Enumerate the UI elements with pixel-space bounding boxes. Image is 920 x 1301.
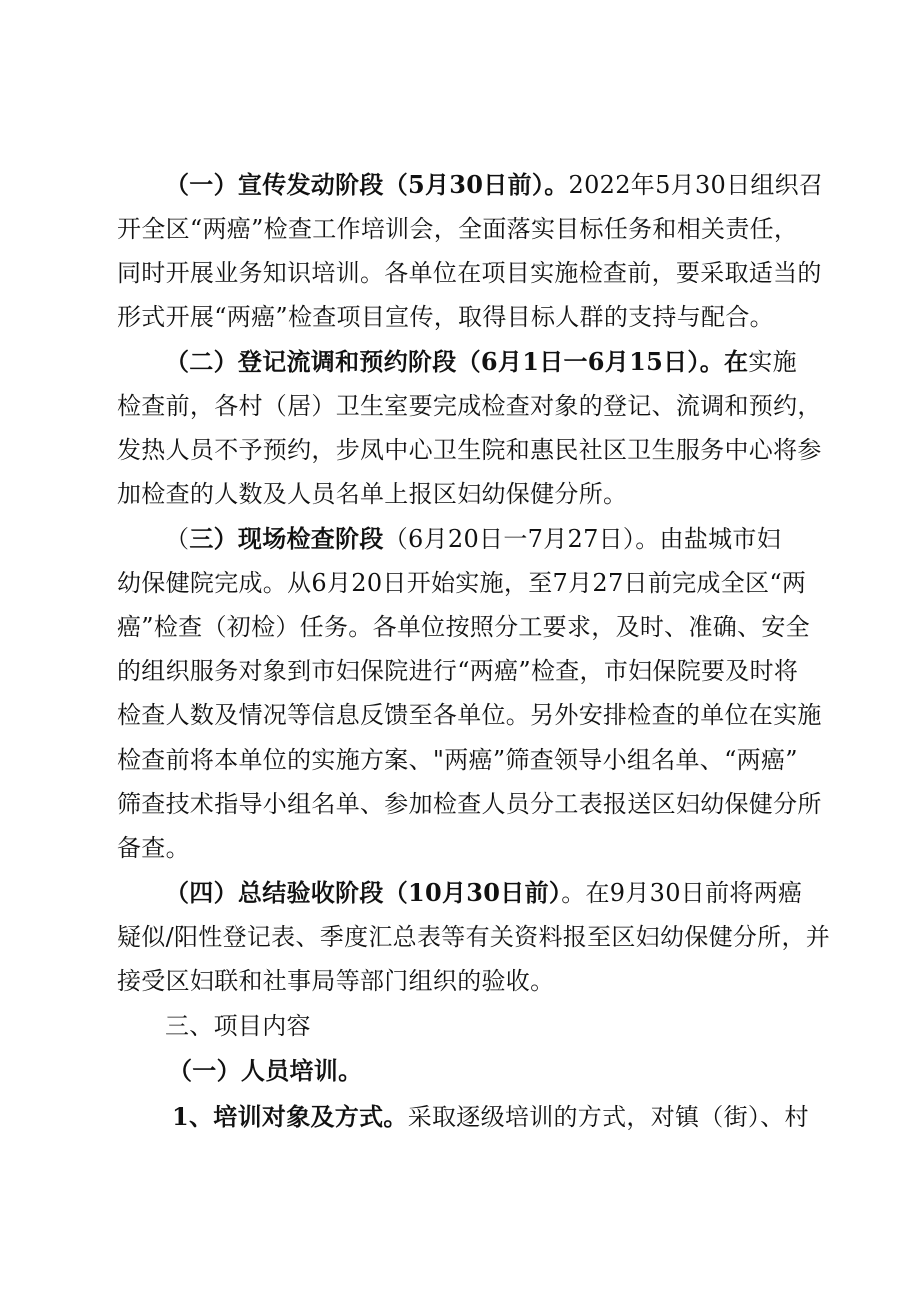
section3-sub1-text: （一）人员培训。 xyxy=(168,1056,363,1085)
section3-item1-text: 采取逐级培训的方式，对镇（街）、村 xyxy=(407,1103,809,1131)
stage1-line4: 形式开展“两癌”检查项目宣传，取得目标人群的支持与配合。 xyxy=(117,303,774,331)
stage1-line2: 开全区“两癌”检查工作培训会，全面落实目标任务和相关责任， xyxy=(117,215,799,243)
stage3-line6: 检查前将本单位的实施方案、"两癌”筛查领导小组名单、“两癌” xyxy=(117,746,798,774)
stage2-line2: 检查前，各村（居）卫生室要完成检查对象的登记、流调和预约， xyxy=(117,392,822,420)
stage2-line3: 发热人员不予预约，步凤中心卫生院和惠民社区卫生服务中心将参 xyxy=(117,436,822,464)
section3-item1 xyxy=(172,1102,809,1132)
section3-title: 三、项目内容 xyxy=(165,1012,311,1040)
stage1-line1-text: 2022年5月30日组织召 xyxy=(568,171,824,199)
stage3-heading: 三）现场检查阶段 xyxy=(189,524,384,553)
stage3-line2: 幼保健院完成。从6月20日开始实施，至7月27日前完成全区“两 xyxy=(117,569,807,597)
stage3-line1 xyxy=(165,524,781,554)
stage3-line5: 检查人数及情况等信息反馈至各单位。另外安排检查的单位在实施 xyxy=(117,701,822,729)
stage3-line4: 的组织服务对象到市妇保院进行“两癌”检查，市妇保院要及时将 xyxy=(117,657,799,685)
stage1-line3: 同时开展业务知识培训。各单位在项目实施检查前，要采取适当的 xyxy=(117,259,822,287)
section3-item1-heading: 1、培训对象及方式。 xyxy=(172,1102,408,1131)
stage2-line1-text: 实施 xyxy=(748,348,797,376)
stage2-line4: 加检查的人数及人员名单上报区妇幼保健分所。 xyxy=(117,480,628,508)
stage2-heading: （二）登记流调和预约阶段（6月1日一6月15日）。在 xyxy=(165,347,749,376)
stage3-line3: 癌”检查（初检）任务。各单位按照分工要求，及时、准确、安全 xyxy=(117,613,810,641)
stage4-line1-text: 。在9月30日前将两癌 xyxy=(561,879,803,907)
stage4-line3: 接受区妇联和社事局等部门组织的验收。 xyxy=(117,967,555,995)
stage4-heading: （四）总结验收阶段（10月30日前） xyxy=(165,878,562,907)
stage2-line1 xyxy=(165,347,797,377)
stage1-line1 xyxy=(165,170,823,200)
section3-sub1 xyxy=(168,1056,362,1086)
stage1-heading: （一）宣传发动阶段（5月30日前）。 xyxy=(165,170,569,199)
stage3-heading-prefix: （ xyxy=(165,525,190,553)
stage3-line7: 筛查技术指导小组名单、参加检查人员分工表报送区妇幼保健分所 xyxy=(117,790,822,818)
stage4-line2: 疑似/阳性登记表、季度汇总表等有关资料报至区妇幼保健分所，并 xyxy=(117,923,831,951)
stage4-line1 xyxy=(165,878,802,908)
stage3-line1-text: （6月20日一7月27日）。由盐城市妇 xyxy=(383,525,782,553)
stage3-line8: 备查。 xyxy=(117,834,190,862)
